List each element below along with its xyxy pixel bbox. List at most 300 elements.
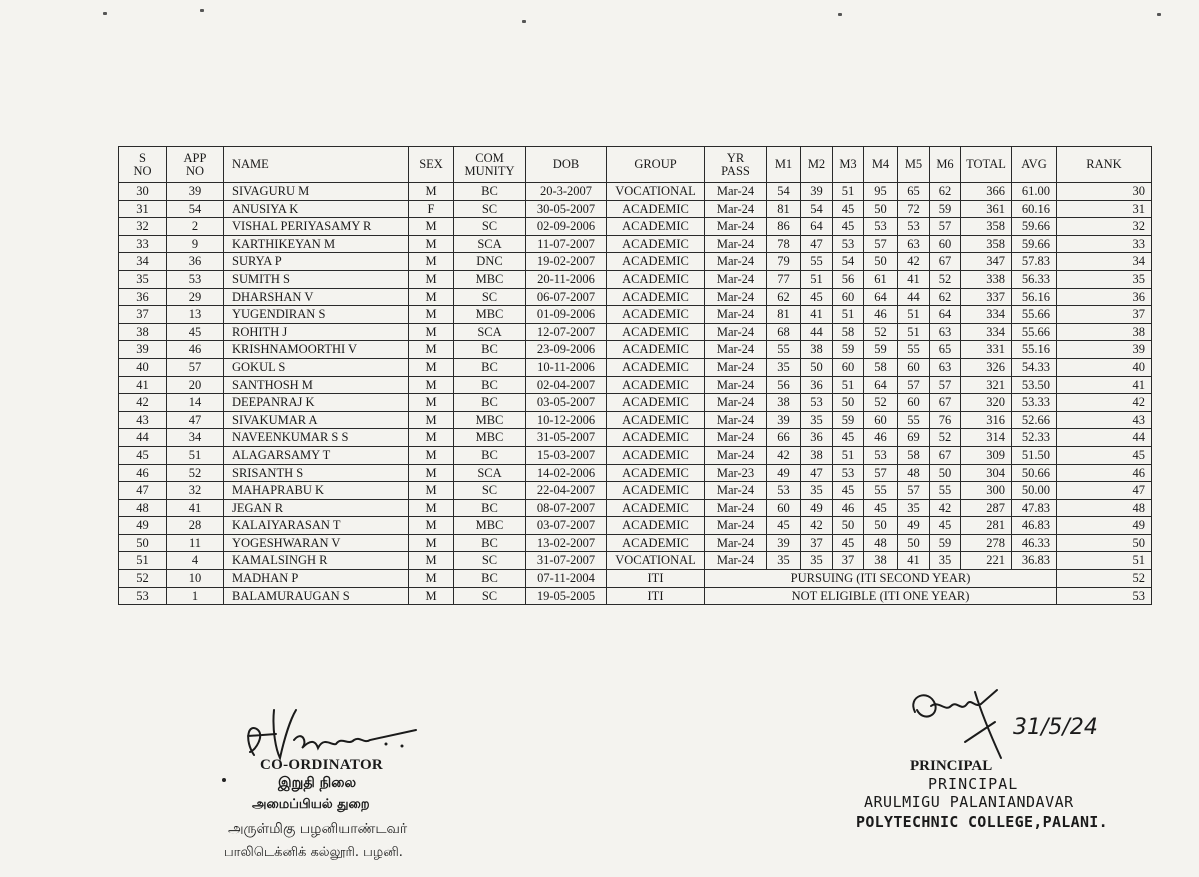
cell-community: BC	[454, 183, 526, 201]
cell-community: SC	[454, 587, 526, 605]
cell-appno: 2	[167, 218, 224, 236]
cell-rank: 40	[1057, 358, 1152, 376]
cell-name: MAHAPRABU K	[224, 482, 409, 500]
cell-rank: 34	[1057, 253, 1152, 271]
cell-sex: M	[409, 218, 454, 236]
cell-m1: 53	[767, 482, 801, 500]
cell-name: GOKUL S	[224, 358, 409, 376]
header-m5: M5	[898, 147, 930, 183]
cell-appno: 29	[167, 288, 224, 306]
cell-m3: 51	[833, 183, 864, 201]
cell-sno: 43	[119, 411, 167, 429]
cell-name: KARTHIKEYAN M	[224, 235, 409, 253]
cell-m1: 35	[767, 358, 801, 376]
table-row	[119, 270, 1152, 288]
cell-m2: 50	[801, 358, 833, 376]
cell-rank: 49	[1057, 517, 1152, 535]
cell-sno: 38	[119, 323, 167, 341]
cell-rank: 46	[1057, 464, 1152, 482]
cell-sex: M	[409, 552, 454, 570]
cell-sex: M	[409, 235, 454, 253]
cell-dob: 11-07-2007	[526, 235, 607, 253]
cell-dob: 23-09-2006	[526, 341, 607, 359]
cell-sno: 48	[119, 499, 167, 517]
cell-sex: M	[409, 341, 454, 359]
cell-m6: 67	[930, 253, 961, 271]
cell-m5: 48	[898, 464, 930, 482]
cell-m6: 52	[930, 270, 961, 288]
cell-community: SCA	[454, 235, 526, 253]
cell-name: SUMITH S	[224, 270, 409, 288]
cell-m3: 60	[833, 358, 864, 376]
cell-community: BC	[454, 341, 526, 359]
cell-rank: 45	[1057, 446, 1152, 464]
cell-m1: 39	[767, 534, 801, 552]
cell-avg: 53.33	[1012, 394, 1057, 412]
cell-m4: 48	[864, 534, 898, 552]
cell-sex: M	[409, 482, 454, 500]
cell-sno: 34	[119, 253, 167, 271]
cell-group: ACADEMIC	[607, 499, 705, 517]
cell-dob: 20-11-2006	[526, 270, 607, 288]
college-name-line2: POLYTECHNIC COLLEGE,PALANI.	[856, 813, 1108, 831]
cell-appno: 54	[167, 200, 224, 218]
table-row	[119, 517, 1152, 535]
cell-total: 321	[961, 376, 1012, 394]
cell-name: SIVAKUMAR A	[224, 411, 409, 429]
cell-appno: 4	[167, 552, 224, 570]
cell-name: SIVAGURU M	[224, 183, 409, 201]
cell-sno: 46	[119, 464, 167, 482]
cell-m4: 50	[864, 253, 898, 271]
cell-dob: 03-07-2007	[526, 517, 607, 535]
cell-m3: 50	[833, 517, 864, 535]
cell-rank: 30	[1057, 183, 1152, 201]
cell-m5: 53	[898, 218, 930, 236]
cell-m5: 65	[898, 183, 930, 201]
cell-m1: 39	[767, 411, 801, 429]
cell-avg: 50.00	[1012, 482, 1057, 500]
header-m6: M6	[930, 147, 961, 183]
cell-dob: 02-09-2006	[526, 218, 607, 236]
table-row	[119, 499, 1152, 517]
coordinator-seal-line: அருள்மிகு பழனியாண்டவர்	[228, 821, 408, 837]
cell-sno: 30	[119, 183, 167, 201]
cell-sex: M	[409, 587, 454, 605]
cell-sex: M	[409, 570, 454, 588]
cell-m3: 45	[833, 429, 864, 447]
cell-m4: 57	[864, 464, 898, 482]
cell-name: SANTHOSH M	[224, 376, 409, 394]
cell-m2: 53	[801, 394, 833, 412]
cell-total: 334	[961, 323, 1012, 341]
cell-m3: 59	[833, 341, 864, 359]
cell-dob: 15-03-2007	[526, 446, 607, 464]
cell-community: BC	[454, 376, 526, 394]
cell-m6: 57	[930, 376, 961, 394]
cell-dob: 13-02-2007	[526, 534, 607, 552]
cell-yrpass: Mar-24	[705, 411, 767, 429]
cell-name: ANUSIYA K	[224, 200, 409, 218]
table-row	[119, 183, 1152, 201]
cell-m3: 56	[833, 270, 864, 288]
cell-m3: 37	[833, 552, 864, 570]
cell-m4: 53	[864, 218, 898, 236]
cell-m6: 62	[930, 183, 961, 201]
cell-m6: 76	[930, 411, 961, 429]
cell-rank: 37	[1057, 306, 1152, 324]
cell-m3: 53	[833, 235, 864, 253]
table-row	[119, 200, 1152, 218]
cell-name: DHARSHAN V	[224, 288, 409, 306]
table-row	[119, 358, 1152, 376]
cell-rank: 38	[1057, 323, 1152, 341]
cell-avg: 54.33	[1012, 358, 1057, 376]
table-row	[119, 341, 1152, 359]
cell-m6: 63	[930, 358, 961, 376]
cell-remark: PURSUING (ITI SECOND YEAR)	[705, 570, 1057, 588]
cell-m4: 64	[864, 288, 898, 306]
cell-sno: 42	[119, 394, 167, 412]
cell-sno: 44	[119, 429, 167, 447]
cell-m4: 52	[864, 394, 898, 412]
cell-m2: 51	[801, 270, 833, 288]
cell-sex: M	[409, 394, 454, 412]
cell-m2: 39	[801, 183, 833, 201]
table-header-row	[119, 147, 1152, 183]
cell-appno: 39	[167, 183, 224, 201]
cell-avg: 56.16	[1012, 288, 1057, 306]
cell-m3: 51	[833, 306, 864, 324]
cell-m1: 49	[767, 464, 801, 482]
cell-total: 337	[961, 288, 1012, 306]
cell-m3: 53	[833, 464, 864, 482]
cell-m5: 58	[898, 446, 930, 464]
cell-dob: 06-07-2007	[526, 288, 607, 306]
cell-community: SC	[454, 482, 526, 500]
cell-dob: 07-11-2004	[526, 570, 607, 588]
cell-dob: 20-3-2007	[526, 183, 607, 201]
table-row	[119, 235, 1152, 253]
cell-rank: 31	[1057, 200, 1152, 218]
cell-sex: M	[409, 270, 454, 288]
cell-sno: 35	[119, 270, 167, 288]
cell-dob: 02-04-2007	[526, 376, 607, 394]
cell-m6: 52	[930, 429, 961, 447]
cell-yrpass: Mar-24	[705, 270, 767, 288]
cell-appno: 51	[167, 446, 224, 464]
cell-group: ACADEMIC	[607, 218, 705, 236]
cell-total: 309	[961, 446, 1012, 464]
cell-group: ACADEMIC	[607, 323, 705, 341]
header-avg: AVG	[1012, 147, 1057, 183]
header-rank: RANK	[1057, 147, 1152, 183]
cell-m4: 50	[864, 200, 898, 218]
cell-sno: 47	[119, 482, 167, 500]
cell-yrpass: Mar-24	[705, 358, 767, 376]
cell-sno: 49	[119, 517, 167, 535]
cell-m3: 60	[833, 288, 864, 306]
principal-stamp-title: PRINCIPAL	[928, 775, 1019, 793]
cell-total: 278	[961, 534, 1012, 552]
cell-sex: M	[409, 464, 454, 482]
cell-m6: 57	[930, 218, 961, 236]
cell-m2: 35	[801, 482, 833, 500]
cell-m4: 60	[864, 411, 898, 429]
cell-sex: M	[409, 429, 454, 447]
cell-group: VOCATIONAL	[607, 183, 705, 201]
table-row	[119, 411, 1152, 429]
cell-appno: 47	[167, 411, 224, 429]
cell-appno: 1	[167, 587, 224, 605]
cell-m1: 35	[767, 552, 801, 570]
cell-yrpass: Mar-24	[705, 499, 767, 517]
cell-appno: 46	[167, 341, 224, 359]
cell-community: MBC	[454, 270, 526, 288]
coordinator-seal-line: பாலிடெக்னிக் கல்லூரி. பழனி.	[224, 845, 403, 860]
cell-m1: 78	[767, 235, 801, 253]
cell-group: ACADEMIC	[607, 517, 705, 535]
cell-name: MADHAN P	[224, 570, 409, 588]
cell-yrpass: Mar-24	[705, 323, 767, 341]
cell-sno: 36	[119, 288, 167, 306]
cell-m5: 55	[898, 411, 930, 429]
cell-name: KRISHNAMOORTHI V	[224, 341, 409, 359]
cell-total: 366	[961, 183, 1012, 201]
cell-appno: 57	[167, 358, 224, 376]
header-appno: APP NO	[167, 147, 224, 183]
cell-dob: 10-11-2006	[526, 358, 607, 376]
cell-m6: 63	[930, 323, 961, 341]
cell-group: ACADEMIC	[607, 235, 705, 253]
cell-sno: 37	[119, 306, 167, 324]
cell-total: 331	[961, 341, 1012, 359]
cell-m1: 86	[767, 218, 801, 236]
cell-m4: 55	[864, 482, 898, 500]
cell-total: 287	[961, 499, 1012, 517]
coordinator-seal-line: அமைப்பியல் துறை	[252, 797, 370, 812]
cell-community: MBC	[454, 306, 526, 324]
cell-yrpass: Mar-24	[705, 235, 767, 253]
cell-m2: 38	[801, 341, 833, 359]
cell-total: 358	[961, 218, 1012, 236]
cell-rank: 43	[1057, 411, 1152, 429]
cell-rank: 47	[1057, 482, 1152, 500]
cell-m4: 95	[864, 183, 898, 201]
cell-m4: 52	[864, 323, 898, 341]
cell-m3: 54	[833, 253, 864, 271]
cell-community: SCA	[454, 323, 526, 341]
cell-sno: 39	[119, 341, 167, 359]
cell-m5: 72	[898, 200, 930, 218]
cell-community: DNC	[454, 253, 526, 271]
cell-yrpass: Mar-24	[705, 429, 767, 447]
table-row	[119, 534, 1152, 552]
cell-m3: 46	[833, 499, 864, 517]
cell-group: ACADEMIC	[607, 341, 705, 359]
header-name: NAME	[224, 147, 409, 183]
cell-group: ACADEMIC	[607, 411, 705, 429]
cell-dob: 31-07-2007	[526, 552, 607, 570]
cell-m3: 59	[833, 411, 864, 429]
cell-m2: 36	[801, 429, 833, 447]
cell-yrpass: Mar-24	[705, 288, 767, 306]
cell-community: MBC	[454, 517, 526, 535]
cell-m6: 67	[930, 446, 961, 464]
cell-m1: 81	[767, 306, 801, 324]
cell-m2: 38	[801, 446, 833, 464]
cell-avg: 52.66	[1012, 411, 1057, 429]
cell-m4: 57	[864, 235, 898, 253]
header-group: GROUP	[607, 147, 705, 183]
cell-m4: 46	[864, 429, 898, 447]
cell-m5: 50	[898, 534, 930, 552]
cell-m2: 44	[801, 323, 833, 341]
table-row	[119, 288, 1152, 306]
cell-m5: 44	[898, 288, 930, 306]
cell-m4: 53	[864, 446, 898, 464]
table-row	[119, 464, 1152, 482]
cell-sex: M	[409, 446, 454, 464]
cell-appno: 28	[167, 517, 224, 535]
cell-yrpass: Mar-24	[705, 253, 767, 271]
cell-appno: 14	[167, 394, 224, 412]
cell-yrpass: Mar-24	[705, 446, 767, 464]
cell-total: 358	[961, 235, 1012, 253]
cell-dob: 08-07-2007	[526, 499, 607, 517]
cell-dob: 10-12-2006	[526, 411, 607, 429]
cell-m5: 51	[898, 323, 930, 341]
cell-m5: 60	[898, 358, 930, 376]
cell-appno: 41	[167, 499, 224, 517]
table-row	[119, 323, 1152, 341]
cell-dob: 19-05-2005	[526, 587, 607, 605]
cell-rank: 48	[1057, 499, 1152, 517]
cell-m3: 51	[833, 376, 864, 394]
cell-total: 281	[961, 517, 1012, 535]
cell-m5: 41	[898, 552, 930, 570]
cell-yrpass: Mar-24	[705, 200, 767, 218]
cell-community: BC	[454, 394, 526, 412]
cell-m2: 64	[801, 218, 833, 236]
cell-name: YUGENDIRAN S	[224, 306, 409, 324]
cell-m5: 57	[898, 482, 930, 500]
cell-yrpass: Mar-24	[705, 341, 767, 359]
table-row	[119, 587, 1152, 605]
cell-m4: 61	[864, 270, 898, 288]
cell-m6: 62	[930, 288, 961, 306]
college-name-line1: ARULMIGU PALANIANDAVAR	[864, 793, 1074, 811]
cell-name: KAMALSINGH R	[224, 552, 409, 570]
cell-community: BC	[454, 499, 526, 517]
cell-avg: 59.66	[1012, 218, 1057, 236]
cell-sno: 52	[119, 570, 167, 588]
cell-community: MBC	[454, 429, 526, 447]
cell-dob: 03-05-2007	[526, 394, 607, 412]
cell-name: SRISANTH S	[224, 464, 409, 482]
principal-title: PRINCIPAL	[910, 758, 993, 774]
cell-m6: 67	[930, 394, 961, 412]
table-row	[119, 552, 1152, 570]
cell-total: 361	[961, 200, 1012, 218]
cell-group: ACADEMIC	[607, 376, 705, 394]
cell-m1: 68	[767, 323, 801, 341]
cell-yrpass: Mar-24	[705, 376, 767, 394]
cell-sno: 51	[119, 552, 167, 570]
cell-total: 338	[961, 270, 1012, 288]
cell-avg: 46.83	[1012, 517, 1057, 535]
header-dob: DOB	[526, 147, 607, 183]
header-m2: M2	[801, 147, 833, 183]
cell-m1: 60	[767, 499, 801, 517]
cell-community: SC	[454, 288, 526, 306]
header-m4: M4	[864, 147, 898, 183]
cell-group: ACADEMIC	[607, 200, 705, 218]
cell-dob: 01-09-2006	[526, 306, 607, 324]
cell-yrpass: Mar-24	[705, 306, 767, 324]
cell-group: ITI	[607, 587, 705, 605]
cell-m2: 35	[801, 411, 833, 429]
header-m3: M3	[833, 147, 864, 183]
cell-yrpass: Mar-24	[705, 394, 767, 412]
cell-m6: 59	[930, 534, 961, 552]
table-row	[119, 253, 1152, 271]
cell-group: ACADEMIC	[607, 394, 705, 412]
cell-name: DEEPANRAJ K	[224, 394, 409, 412]
cell-m5: 57	[898, 376, 930, 394]
header-sno: S NO	[119, 147, 167, 183]
cell-avg: 51.50	[1012, 446, 1057, 464]
cell-m6: 65	[930, 341, 961, 359]
cell-rank: 50	[1057, 534, 1152, 552]
cell-dob: 14-02-2006	[526, 464, 607, 482]
cell-group: ACADEMIC	[607, 464, 705, 482]
cell-rank: 51	[1057, 552, 1152, 570]
table-row	[119, 482, 1152, 500]
cell-community: BC	[454, 446, 526, 464]
cell-name: JEGAN R	[224, 499, 409, 517]
cell-dob: 30-05-2007	[526, 200, 607, 218]
cell-avg: 61.00	[1012, 183, 1057, 201]
cell-total: 334	[961, 306, 1012, 324]
header-m1: M1	[767, 147, 801, 183]
cell-sno: 41	[119, 376, 167, 394]
cell-avg: 55.66	[1012, 323, 1057, 341]
cell-m2: 49	[801, 499, 833, 517]
cell-appno: 10	[167, 570, 224, 588]
cell-m5: 42	[898, 253, 930, 271]
cell-m2: 47	[801, 464, 833, 482]
cell-rank: 53	[1057, 587, 1152, 605]
cell-group: ACADEMIC	[607, 270, 705, 288]
cell-m3: 45	[833, 218, 864, 236]
cell-m1: 62	[767, 288, 801, 306]
cell-m5: 55	[898, 341, 930, 359]
cell-m4: 46	[864, 306, 898, 324]
cell-name: ROHITH J	[224, 323, 409, 341]
cell-total: 326	[961, 358, 1012, 376]
cell-m2: 37	[801, 534, 833, 552]
cell-total: 320	[961, 394, 1012, 412]
table-row	[119, 306, 1152, 324]
cell-community: MBC	[454, 411, 526, 429]
cell-rank: 33	[1057, 235, 1152, 253]
cell-m4: 64	[864, 376, 898, 394]
cell-community: BC	[454, 570, 526, 588]
cell-group: ACADEMIC	[607, 429, 705, 447]
cell-sex: M	[409, 323, 454, 341]
cell-dob: 19-02-2007	[526, 253, 607, 271]
